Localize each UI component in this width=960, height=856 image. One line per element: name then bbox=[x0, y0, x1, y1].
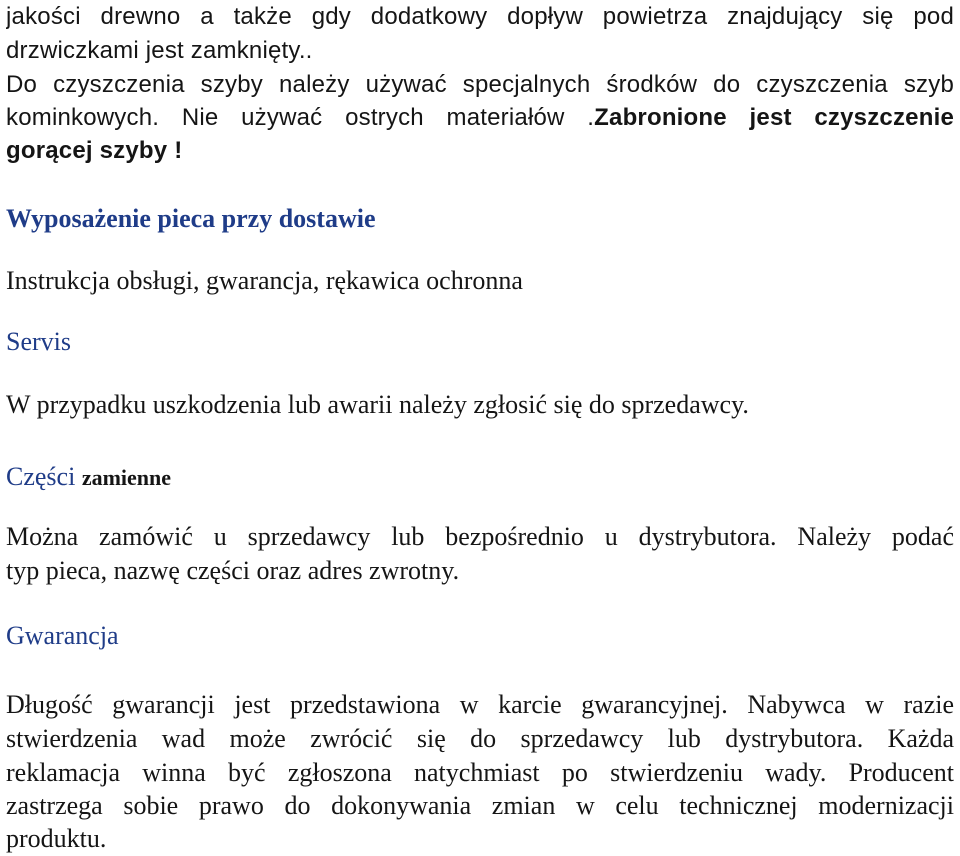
warranty-heading bbox=[6, 619, 954, 653]
intro-line-3 bbox=[6, 68, 954, 102]
intro-text-1: jakości drewno a także gdy dodatkowy dopływ powietrza znajdujący się pod bbox=[6, 3, 954, 30]
equipment-heading bbox=[6, 202, 954, 236]
warranty-text-2: stwierdzenia wad może zwrócić się do sprzedawcy lub dystrybutora. Każda bbox=[6, 724, 954, 753]
warranty-paragraph-line-5 bbox=[6, 822, 954, 856]
warranty-text-3: reklamacja winna być zgłoszona natychmiast po stwierdzeniu wady. Producent bbox=[6, 758, 954, 787]
parts-text-1: Można zamówić u sprzedawcy lub bezpośrednio u dystrybutora. Należy podać bbox=[6, 522, 954, 551]
parts-heading bbox=[6, 460, 954, 494]
warranty-heading-text: Gwarancja bbox=[6, 621, 119, 650]
warranty-text-1: Długość gwarancji jest przedstawiona w karcie gwarancyjnej. Nabywca w razie bbox=[6, 690, 954, 719]
service-heading bbox=[6, 325, 954, 359]
intro-line-2 bbox=[6, 34, 954, 68]
intro-line-4 bbox=[6, 101, 954, 135]
parts-paragraph-line-1 bbox=[6, 520, 954, 554]
warranty-text-4: zastrzega sobie prawo do dokonywania zmian w celu technicznej modernizacji bbox=[6, 791, 954, 820]
parts-heading-text-2: zamienne bbox=[81, 465, 172, 490]
equipment-heading-text: Wyposażenie pieca przy dostawie bbox=[6, 204, 376, 233]
warning-text-bold: Zabronione jest czyszczenie bbox=[594, 104, 954, 131]
equipment-paragraph bbox=[6, 264, 954, 298]
service-heading-text: Servis bbox=[6, 327, 71, 356]
parts-text-2: typ pieca, nazwę części oraz adres zwrotny. bbox=[6, 556, 460, 585]
equipment-text: Instrukcja obsługi, gwarancja, rękawica ochronna bbox=[6, 266, 523, 295]
parts-heading-text-1: Części bbox=[6, 462, 76, 491]
warranty-paragraph-line-1 bbox=[6, 688, 954, 722]
warranty-paragraph-line-4 bbox=[6, 789, 954, 823]
intro-text-4: kominkowych. Nie używać ostrych materiałów . bbox=[6, 104, 595, 131]
intro-line-1 bbox=[6, 0, 954, 34]
service-text: W przypadku uszkodzenia lub awarii należy zgłosić się do sprzedawcy. bbox=[6, 390, 749, 419]
warning-text-bold-end: gorącej szyby ! bbox=[6, 137, 183, 164]
warranty-paragraph-line-2 bbox=[6, 722, 954, 756]
warranty-paragraph-line-3 bbox=[6, 756, 954, 790]
parts-paragraph-line-2 bbox=[6, 554, 954, 588]
intro-text-2: drzwiczkami jest zamknięty.. bbox=[6, 37, 313, 64]
service-paragraph bbox=[6, 388, 954, 422]
intro-text-3: Do czyszczenia szyby należy używać specjalnych środków do czyszczenia szyb bbox=[6, 71, 954, 98]
warranty-text-5: produktu. bbox=[6, 824, 107, 853]
intro-line-5 bbox=[6, 134, 954, 168]
